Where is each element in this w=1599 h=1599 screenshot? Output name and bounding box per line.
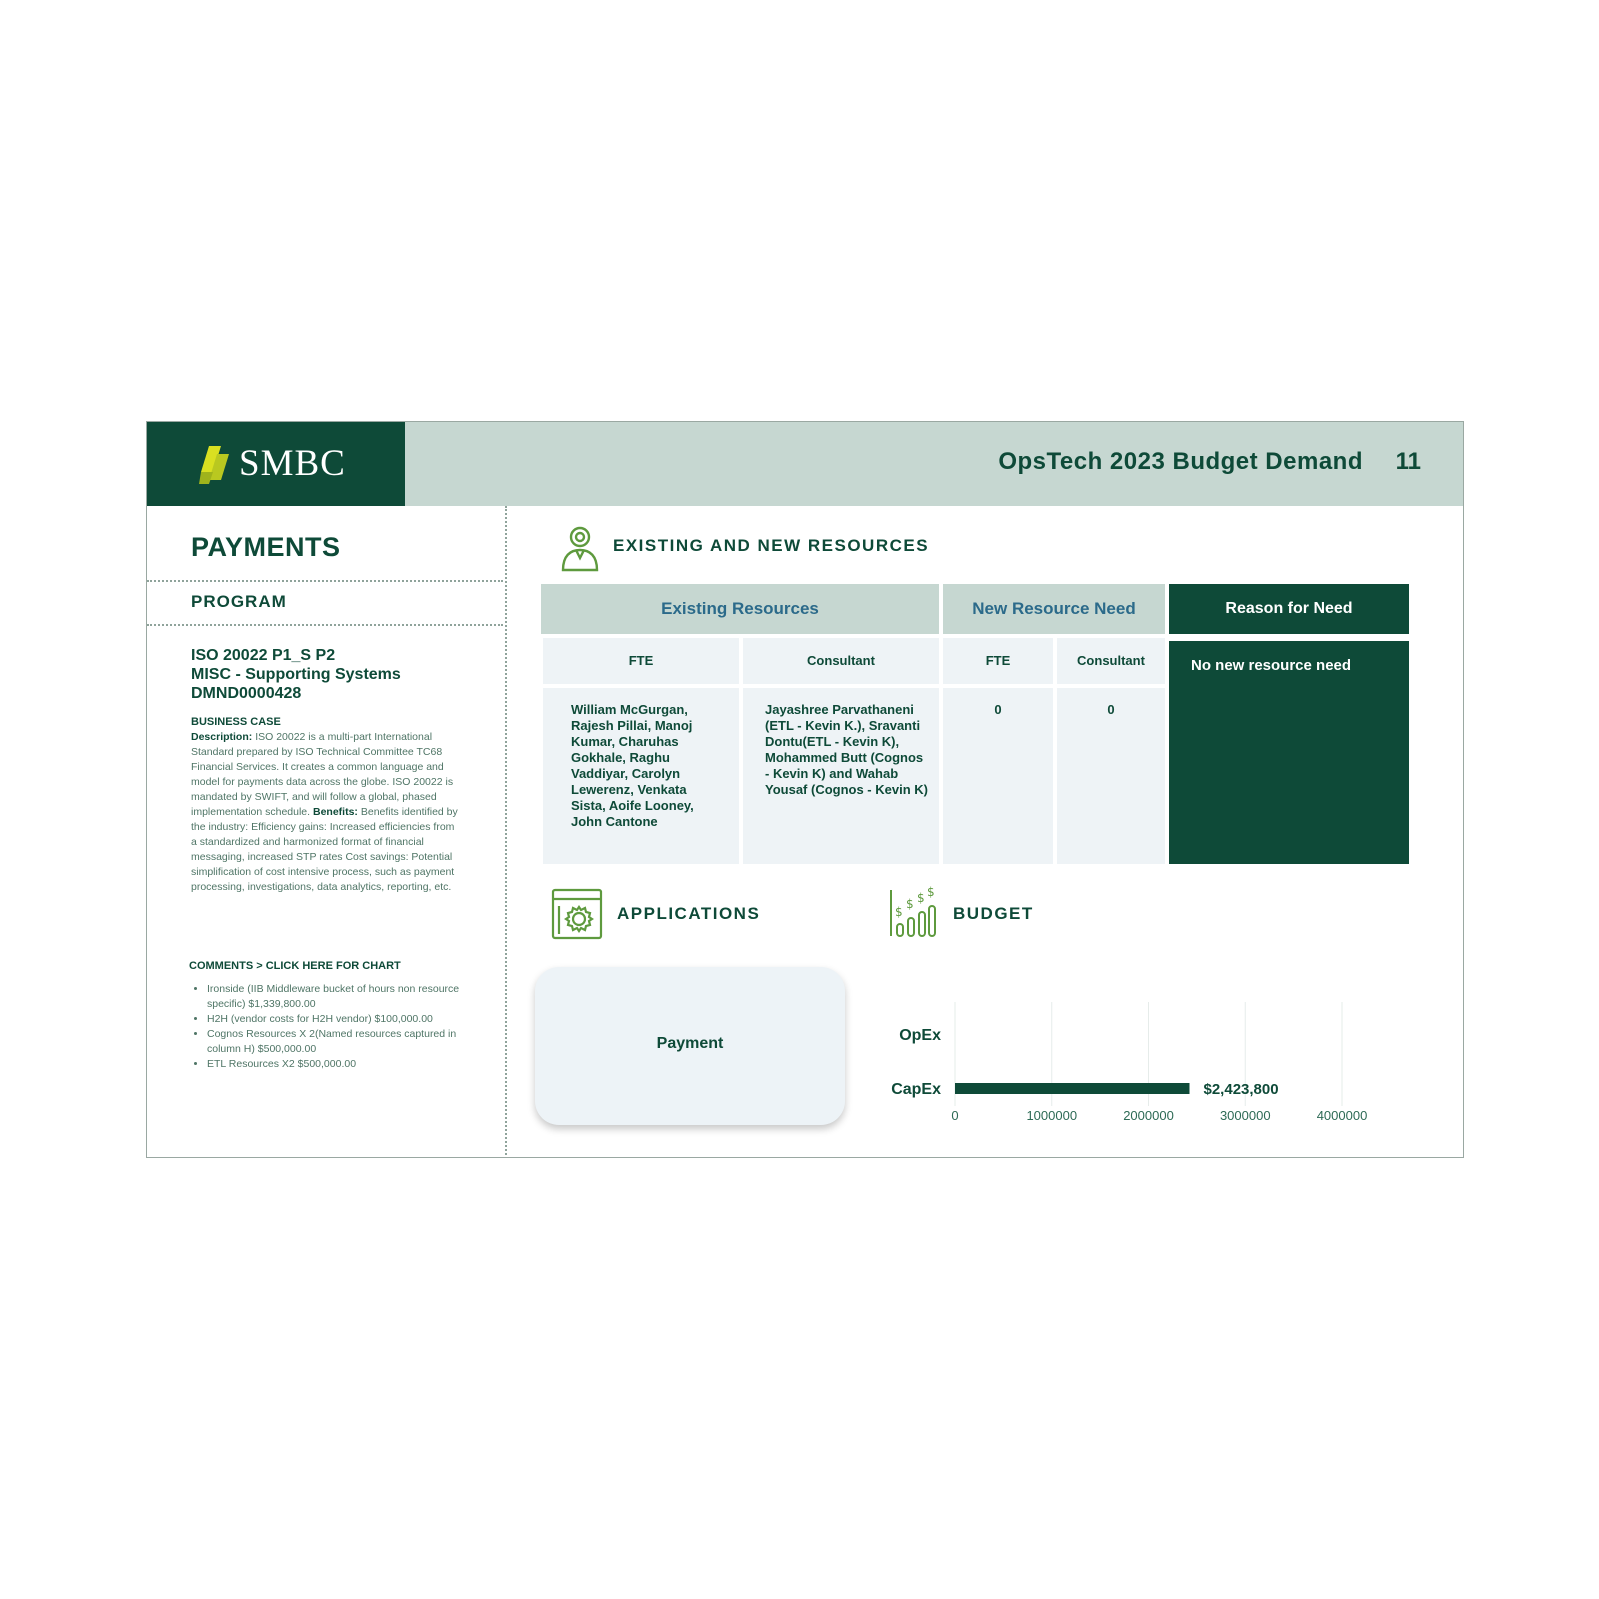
existing-resources-header: Existing Resources xyxy=(541,584,939,634)
x-tick-label: 3000000 xyxy=(1219,1108,1271,1123)
program-band xyxy=(147,580,503,626)
slide xyxy=(146,421,1464,1158)
bar xyxy=(955,1083,1190,1094)
svg-text:$: $ xyxy=(895,905,903,919)
x-tick-label: 0 xyxy=(951,1108,959,1123)
list-item: • H2H (vendor costs for H2H vendor) $100,000.00 xyxy=(207,1012,467,1027)
reason-value: No new resource need xyxy=(1169,638,1409,864)
benefits-label: Benefits: xyxy=(313,806,358,818)
program-line: ISO 20022 P1_S P2 xyxy=(191,647,336,664)
x-tick-label: 2000000 xyxy=(1123,1108,1174,1123)
description-label: Description: xyxy=(191,731,253,743)
existing-consultant-col: Consultant xyxy=(743,638,939,684)
category-label: OpEx xyxy=(899,1027,941,1044)
application-card[interactable] xyxy=(535,967,845,1125)
business-case-title: BUSINESS CASE xyxy=(191,716,281,728)
browser-settings-icon xyxy=(551,888,603,940)
section-heading: PAYMENTS xyxy=(191,532,341,562)
existing-fte-col: FTE xyxy=(543,638,739,684)
reason-header: Reason for Need xyxy=(1169,584,1409,634)
budget-chart xyxy=(877,982,1397,1132)
list-item: • Cognos Resources X 2(Named resources captured in column H) $500,000.00 xyxy=(207,1027,467,1057)
money-growth-icon xyxy=(889,886,937,938)
svg-text:$: $ xyxy=(917,891,925,905)
program-line: MISC - Supporting Systems xyxy=(191,666,401,683)
application-label: Payment xyxy=(656,1035,724,1052)
budget-title: BUDGET xyxy=(953,904,1034,923)
benefits-text: Benefits identified by the industry: Efficiency gains: Increased efficiencies from a standardized and harmonized format of financial messaging, increased STP rates Cost savings: Potential simplification of cost intensive process, such as payment processing, investigations, data analytics, reporting, etc. xyxy=(191,806,458,893)
logo-text: SMBC xyxy=(239,443,346,484)
x-tick-label: 1000000 xyxy=(1026,1108,1078,1123)
new-resource-header: New Resource Need xyxy=(943,584,1165,634)
smbc-logo-mark-icon xyxy=(199,446,229,484)
list-item: • ETL Resources X2 $500,000.00 xyxy=(207,1057,467,1072)
page-number: 11 xyxy=(1395,448,1421,475)
x-tick-label: 4000000 xyxy=(1316,1108,1368,1123)
program-line: DMND0000428 xyxy=(191,685,302,702)
svg-text:$: $ xyxy=(927,886,935,899)
svg-text:$: $ xyxy=(906,897,914,911)
comments-link[interactable]: COMMENTS > CLICK HERE FOR CHART xyxy=(189,960,401,972)
new-consultant-value: 0 xyxy=(1057,688,1165,864)
logo xyxy=(147,422,405,506)
program-details xyxy=(191,646,401,703)
person-gear-icon xyxy=(555,522,605,572)
applications-title: APPLICATIONS xyxy=(617,904,761,923)
list-item: • Ironside (IIB Middleware bucket of hours non resource specific) $1,339,800.00 xyxy=(207,982,467,1012)
existing-consultant-names: Jayashree Parvathaneni (ETL - Kevin K.), Sravanti Dontu(ETL - Kevin K), Mohammed Butt (Cognos - Kevin K) and Wahab Yousaf (Cognos - Kevin K) xyxy=(743,688,939,864)
new-fte-value: 0 xyxy=(943,688,1053,864)
program-label: PROGRAM xyxy=(191,592,287,611)
page-title: OpsTech 2023 Budget Demand xyxy=(998,448,1363,475)
existing-fte-names: William McGurgan, Rajesh Pillai, Manoj Kumar, Charuhas Gokhale, Raghu Vaddiyar, Carolyn Lewerenz, Venkata Sista, Aoife Looney, John Cantone xyxy=(543,688,739,864)
column-divider xyxy=(505,506,507,1158)
new-consultant-col: Consultant xyxy=(1057,638,1165,684)
comments-list xyxy=(189,982,467,1072)
resources-title: EXISTING AND NEW RESOURCES xyxy=(613,536,930,555)
header-bar xyxy=(147,422,1463,506)
category-label: CapEx xyxy=(891,1081,941,1098)
data-label: $2,423,800 xyxy=(1203,1081,1279,1098)
new-fte-col: FTE xyxy=(943,638,1053,684)
business-case-text xyxy=(191,730,463,895)
description-text: ISO 20022 is a multi-part International Standard prepared by ISO Technical Committee TC68 Financial Services. It creates a common language and model for payments data across the globe. ISO 20022 is mandated by SWIFT, and will follow a global, phased implementation schedule. xyxy=(191,731,454,818)
